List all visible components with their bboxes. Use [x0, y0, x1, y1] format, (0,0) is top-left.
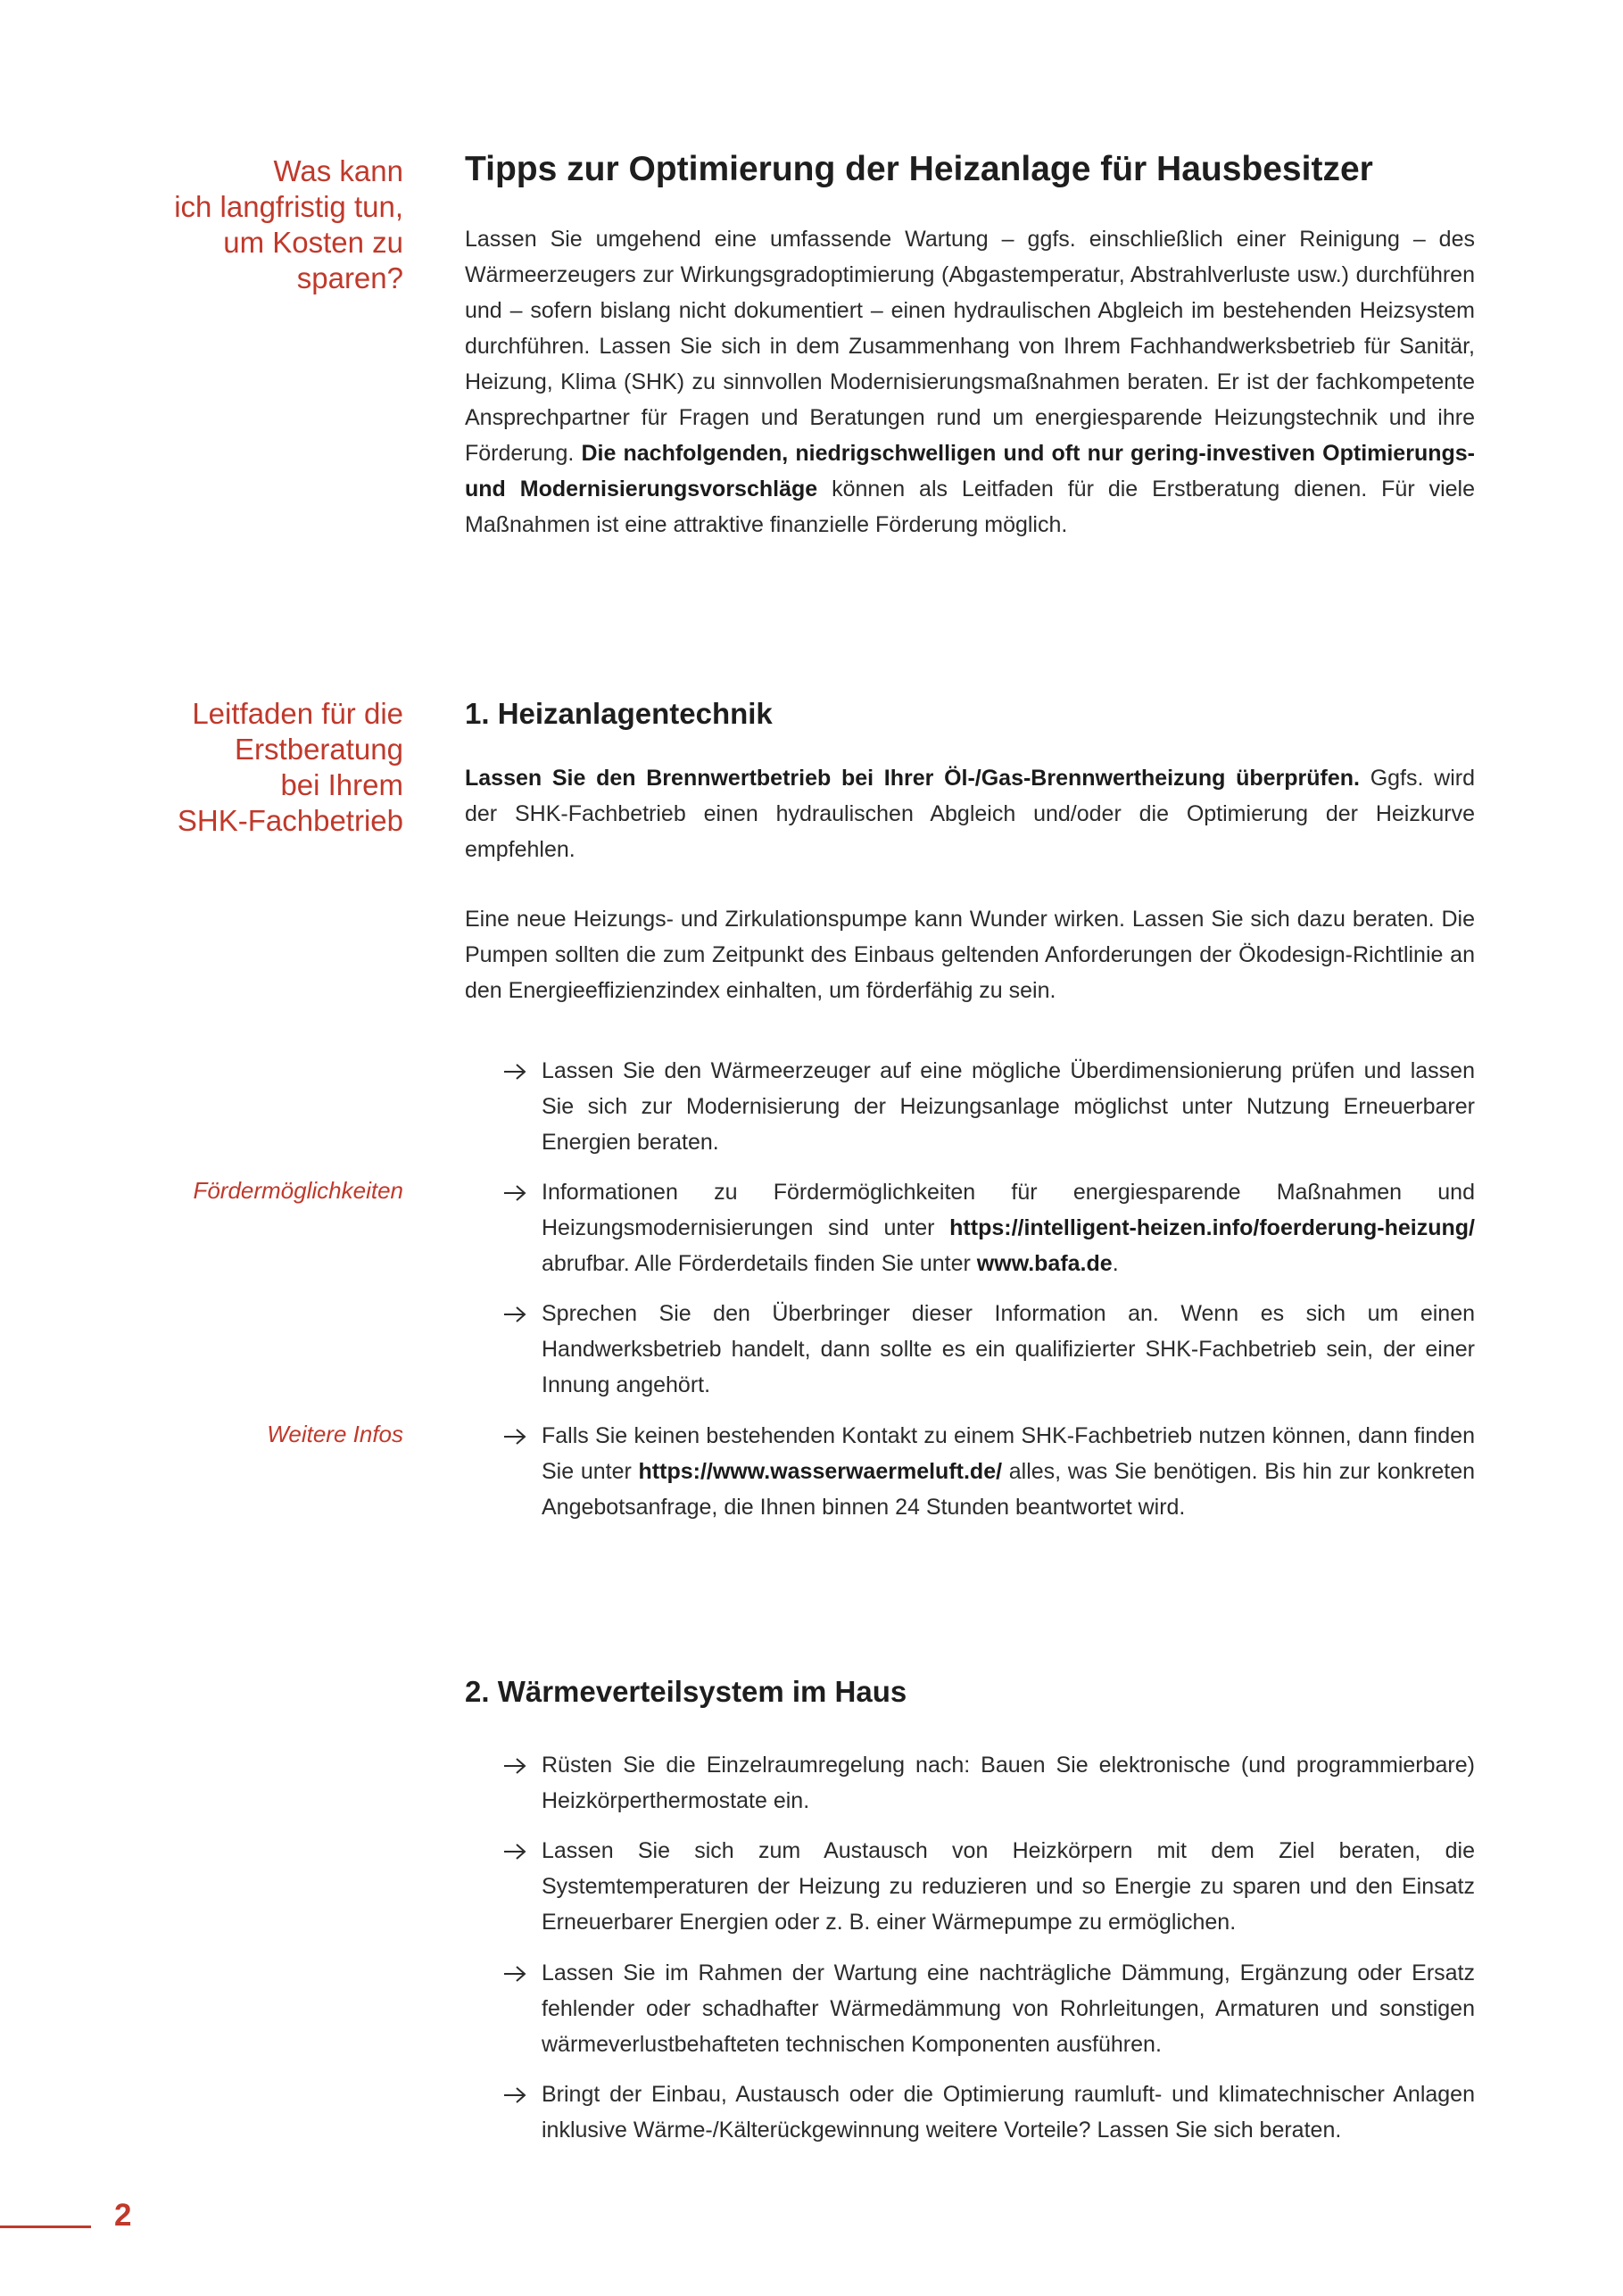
intro-bold-text: Die nachfolgenden, niedrigschwelligen und oft nur gering-investiven Optimierungs- und Modernisierungsvorschläge — [465, 441, 1475, 501]
foerder-text-end: . — [1112, 1251, 1119, 1276]
sidebar-label-foerder: Fördermöglichkeiten — [193, 1177, 403, 1204]
arrow-right-icon — [501, 1053, 528, 1089]
list-item — [501, 1955, 1475, 2062]
sidebar-line: um Kosten zu — [223, 226, 403, 259]
list-item — [501, 1174, 1475, 1281]
page-number-rule — [0, 2226, 91, 2228]
foerder-text-2: abrufbar. Alle Förderdetails finden Sie unter — [542, 1251, 977, 1276]
sidebar-line: Leitfaden für die — [192, 697, 403, 730]
foerder-link[interactable]: https://intelligent-heizen.info/foerderung-heizung/ — [949, 1215, 1475, 1240]
list-item-text: Lassen Sie im Rahmen der Wartung eine nachträgliche Dämmung, Ergänzung oder Ersatz fehlender oder schadhafter Wärmedämmung von Rohrleitungen, Armaturen und sonstigen wärmeverlustbehafteten technischen Komponenten ausführen. — [542, 1960, 1475, 2057]
wasserwaermeluft-link[interactable]: https://www.wasserwaermeluft.de/ — [638, 1459, 1003, 1484]
page-number: 2 — [114, 2198, 132, 2233]
section-waermeverteilsystem — [465, 1674, 1475, 1710]
section-tipps — [465, 150, 1475, 543]
section-heizanlagentechnik — [465, 696, 1475, 1008]
sidebar-label-infos: Weitere Infos — [267, 1421, 403, 1447]
arrow-right-icon — [501, 1418, 528, 1454]
list-item-text: Sprechen Sie den Überbringer dieser Information an. Wenn es sich um einen Handwerksbetrieb handelt, dann sollte es ein qualifizierter SHK-Fachbetrieb sein, der einer Innung angehört. — [542, 1301, 1475, 1397]
list-item-text: Lassen Sie den Wärmeerzeuger auf eine mögliche Überdimensionierung prüfen und lassen Sie sich zur Modernisierung der Heizungsanlage möglichst unter Nutzung Erneuerbarer Energien beraten. — [542, 1058, 1475, 1155]
arrow-right-icon — [501, 1747, 528, 1783]
list-item — [501, 1833, 1475, 1940]
sidebar-line: sparen? — [296, 261, 403, 294]
brennwert-paragraph — [465, 760, 1475, 867]
sidebar-line: Was kann — [273, 154, 403, 187]
brennwert-bold: Lassen Sie den Brennwertbetrieb bei Ihrer Öl-/Gas-Brennwertheizung überprüfen. — [465, 766, 1360, 791]
intro-paragraph — [465, 221, 1475, 543]
list-item — [501, 1053, 1475, 1160]
infos-text-2: alles, was Sie benötigen. Bis hin zur konkreten Angebotsanfrage, die Ihnen binnen 24 Stunden beantwortet wird. — [542, 1459, 1475, 1520]
sidebar-heading-kosten — [134, 153, 403, 296]
list-item-text — [542, 1174, 1475, 1281]
bafa-link[interactable]: www.bafa.de — [976, 1251, 1113, 1276]
arrow-right-icon — [501, 1174, 528, 1210]
intro-tail-text: können als Leitfaden für die Erstberatung dienen. Für viele Maßnahmen ist eine attraktive finanzielle Förderung möglich. — [465, 477, 1475, 537]
intro-text: Lassen Sie umgehend eine umfassende Wartung – ggfs. einschließlich einer Reinigung – des Wärmeerzeugers zur Wirkungsgradoptimierung (Abgastemperatur, Abstrahlverluste usw.) durchführen und – sofern bislang nicht dokumentiert – einen hydraulischen Abgleich im bestehenden Heizsystem durchführen. Lassen Sie sich in dem Zusammenhang von Ihrem Fachhandwerksbetrieb für Sanitär, Heizung, Klima (SHK) zu sinnvollen Modernisierungsmaßnahmen beraten. Er ist der fachkompetente Ansprechpartner für Fragen und Beratungen rund um energiesparende Heizungstechnik und ihre Förderung. — [465, 227, 1475, 466]
infos-text: Falls Sie keinen bestehenden Kontakt zu einem SHK-Fachbetrieb nutzen können, dann finden Sie unter — [542, 1423, 1475, 1484]
sidebar-heading-leitfaden — [134, 696, 403, 839]
section-title: 2. Wärmeverteilsystem im Haus — [465, 1675, 907, 1708]
list-item — [501, 2076, 1475, 2148]
foerder-text: Informationen zu Fördermöglichkeiten für energiesparende Maßnahmen und Heizungsmodernisierungen sind unter — [542, 1180, 1475, 1240]
sidebar-line: bei Ihrem — [280, 768, 403, 801]
list-item-text: Bringt der Einbau, Austausch oder die Optimierung raumluft- und klimatechnischer Anlagen inklusive Wärme-/Kälterückgewinnung weitere Vorteile? Lassen Sie sich beraten. — [542, 2082, 1475, 2143]
list-item-text — [542, 1418, 1475, 1525]
arrow-right-icon — [501, 1955, 528, 1991]
list-item-text: Lassen Sie sich zum Austausch von Heizkörpern mit dem Ziel beraten, die Systemtemperaturen der Heizung zu reduzieren und so Energie zu sparen und den Einsatz Erneuerbarer Energien oder z. B. einer Wärmepumpe zu ermöglichen. — [542, 1838, 1475, 1935]
list-item-text: Rüsten Sie die Einzelraumregelung nach: Bauen Sie elektronische (und programmierbare) Heizkörperthermostate ein. — [542, 1753, 1475, 1813]
list-item — [501, 1296, 1475, 1403]
sidebar-line: Erstberatung — [235, 733, 403, 766]
page-title: Tipps zur Optimierung der Heizanlage für Hausbesitzer — [465, 150, 1373, 188]
brennwert-text: Ggfs. wird der SHK-Fachbetrieb einen hydraulischen Abgleich und/oder die Optimierung der Heizkurve empfehlen. — [465, 766, 1475, 862]
sidebar-line: ich langfristig tun, — [174, 190, 403, 223]
sidebar-line: SHK-Fachbetrieb — [177, 804, 403, 837]
pumpe-paragraph: Eine neue Heizungs- und Zirkulationspumpe kann Wunder wirken. Lassen Sie sich dazu beraten. Die Pumpen sollten die zum Zeitpunkt des Einbaus geltenden Anforderungen der Ökodesign-Richtlinie an den Energieeffizienzindex einhalten, um förderfähig zu sein. — [465, 907, 1475, 1003]
list-item — [501, 1747, 1475, 1819]
arrow-right-icon — [501, 2076, 528, 2112]
section-title: 1. Heizanlagentechnik — [465, 697, 773, 730]
list-item — [501, 1418, 1475, 1525]
arrow-right-icon — [501, 1296, 528, 1331]
arrow-right-icon — [501, 1833, 528, 1869]
